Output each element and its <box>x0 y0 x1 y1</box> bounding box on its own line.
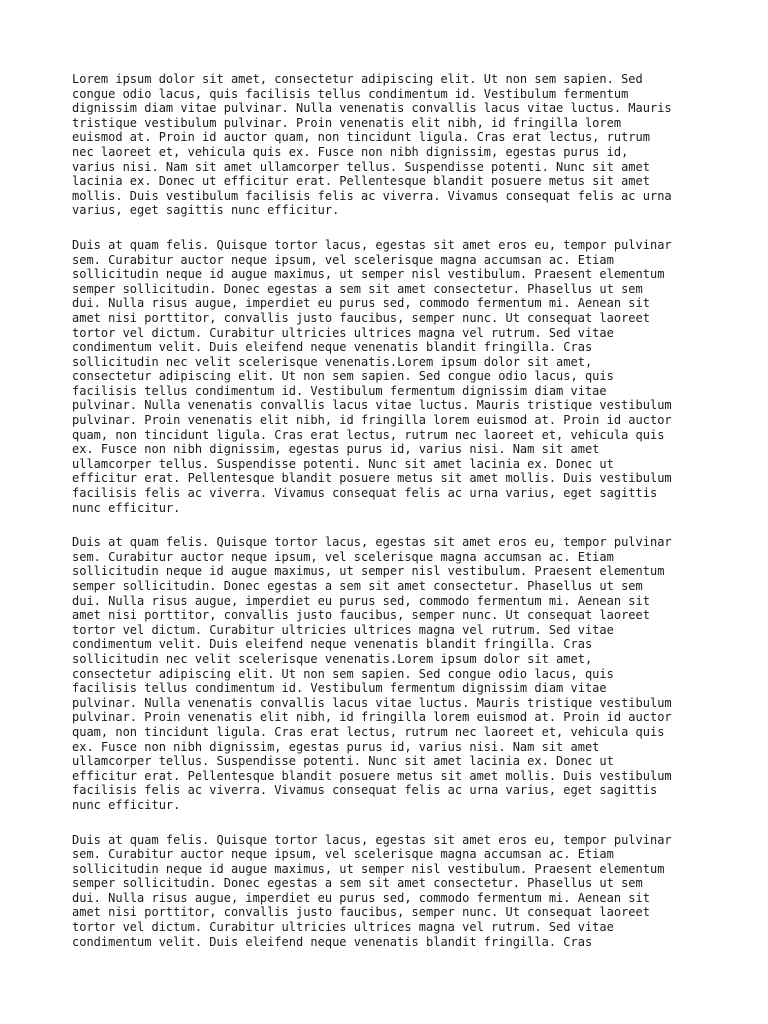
paragraph-4: Duis at quam felis. Quisque tortor lacus, egestas sit amet eros eu, tempor pulvinar sem. Curabitur auctor neque ipsum, vel scelerisque magna accumsan ac. Etiam sollicitudin neque id augue maximus, ut semper nisl vestibulum. Praesent elementum semper sollicitudin. Donec egestas a sem sit amet consectetur. Phasellus ut sem dui. Nulla risus augue, imperdiet eu purus sed, commodo fermentum mi. Aenean sit amet nisi porttitor, convallis justo faucibus, semper nunc. Ut consequat laoreet tortor vel dictum. Curabitur ultricies ultrices magna vel rutrum. Sed vitae condimentum velit. Duis eleifend neque venenatis blandit fringilla. Cras <box>72 832 672 949</box>
paragraph-1: Lorem ipsum dolor sit amet, consectetur adipiscing elit. Ut non sem sapien. Sed congue odio lacus, quis facilisis tellus condimentum id. Vestibulum fermentum dignissim diam vitae pulvinar. Nulla venenatis convallis lacus vitae luctus. Mauris tristique vestibulum pulvinar. Proin venenatis elit nibh, id fringilla lorem euismod at. Proin id auctor quam, non tincidunt ligula. Cras erat lectus, rutrum nec laoreet et, vehicula quis ex. Fusce non nibh dignissim, egestas purus id, varius nisi. Nam sit amet ullamcorper tellus. Suspendisse potenti. Nunc sit amet lacinia ex. Donec ut efficitur erat. Pellentesque blandit posuere metus sit amet mollis. Duis vestibulum facilisis felis ac viverra. Vivamus consequat felis ac urna varius, eget sagittis nunc efficitur. <box>72 72 672 218</box>
paragraph-3: Duis at quam felis. Quisque tortor lacus, egestas sit amet eros eu, tempor pulvinar sem. Curabitur auctor neque ipsum, vel scelerisque magna accumsan ac. Etiam sollicitudin neque id augue maximus, ut semper nisl vestibulum. Praesent elementum semper sollicitudin. Donec egestas a sem sit amet consectetur. Phasellus ut sem dui. Nulla risus augue, imperdiet eu purus sed, commodo fermentum mi. Aenean sit amet nisi porttitor, convallis justo faucibus, semper nunc. Ut consequat laoreet tortor vel dictum. Curabitur ultricies ultrices magna vel rutrum. Sed vitae condimentum velit. Duis eleifend neque venenatis blandit fringilla. Cras sollicitudin nec velit scelerisque venenatis.Lorem ipsum dolor sit amet, consectetur adipiscing elit. Ut non sem sapien. Sed congue odio lacus, quis facilisis tellus condimentum id. Vestibulum fermentum dignissim diam vitae pulvinar. Nulla venenatis convallis lacus vitae luctus. Mauris tristique vestibulum pulvinar. Proin venenatis elit nibh, id fringilla lorem euismod at. Proin id auctor quam, non tincidunt ligula. Cras erat lectus, rutrum nec laoreet et, vehicula quis ex. Fusce non nibh dignissim, egestas purus id, varius nisi. Nam sit amet ullamcorper tellus. Suspendisse potenti. Nunc sit amet lacinia ex. Donec ut efficitur erat. Pellentesque blandit posuere metus sit amet mollis. Duis vestibulum facilisis felis ac viverra. Vivamus consequat felis ac urna varius, eget sagittis nunc efficitur. <box>72 535 672 812</box>
document-body <box>72 72 702 969</box>
paragraph-2: Duis at quam felis. Quisque tortor lacus, egestas sit amet eros eu, tempor pulvinar sem. Curabitur auctor neque ipsum, vel scelerisque magna accumsan ac. Etiam sollicitudin neque id augue maximus, ut semper nisl vestibulum. Praesent elementum semper sollicitudin. Donec egestas a sem sit amet consectetur. Phasellus ut sem dui. Nulla risus augue, imperdiet eu purus sed, commodo fermentum mi. Aenean sit amet nisi porttitor, convallis justo faucibus, semper nunc. Ut consequat laoreet tortor vel dictum. Curabitur ultricies ultrices magna vel rutrum. Sed vitae condimentum velit. Duis eleifend neque venenatis blandit fringilla. Cras sollicitudin nec velit scelerisque venenatis.Lorem ipsum dolor sit amet, consectetur adipiscing elit. Ut non sem sapien. Sed congue odio lacus, quis facilisis tellus condimentum id. Vestibulum fermentum dignissim diam vitae pulvinar. Nulla venenatis convallis lacus vitae luctus. Mauris tristique vestibulum pulvinar. Proin venenatis elit nibh, id fringilla lorem euismod at. Proin id auctor quam, non tincidunt ligula. Cras erat lectus, rutrum nec laoreet et, vehicula quis ex. Fusce non nibh dignissim, egestas purus id, varius nisi. Nam sit amet ullamcorper tellus. Suspendisse potenti. Nunc sit amet lacinia ex. Donec ut efficitur erat. Pellentesque blandit posuere metus sit amet mollis. Duis vestibulum facilisis felis ac viverra. Vivamus consequat felis ac urna varius, eget sagittis nunc efficitur. <box>72 237 672 515</box>
